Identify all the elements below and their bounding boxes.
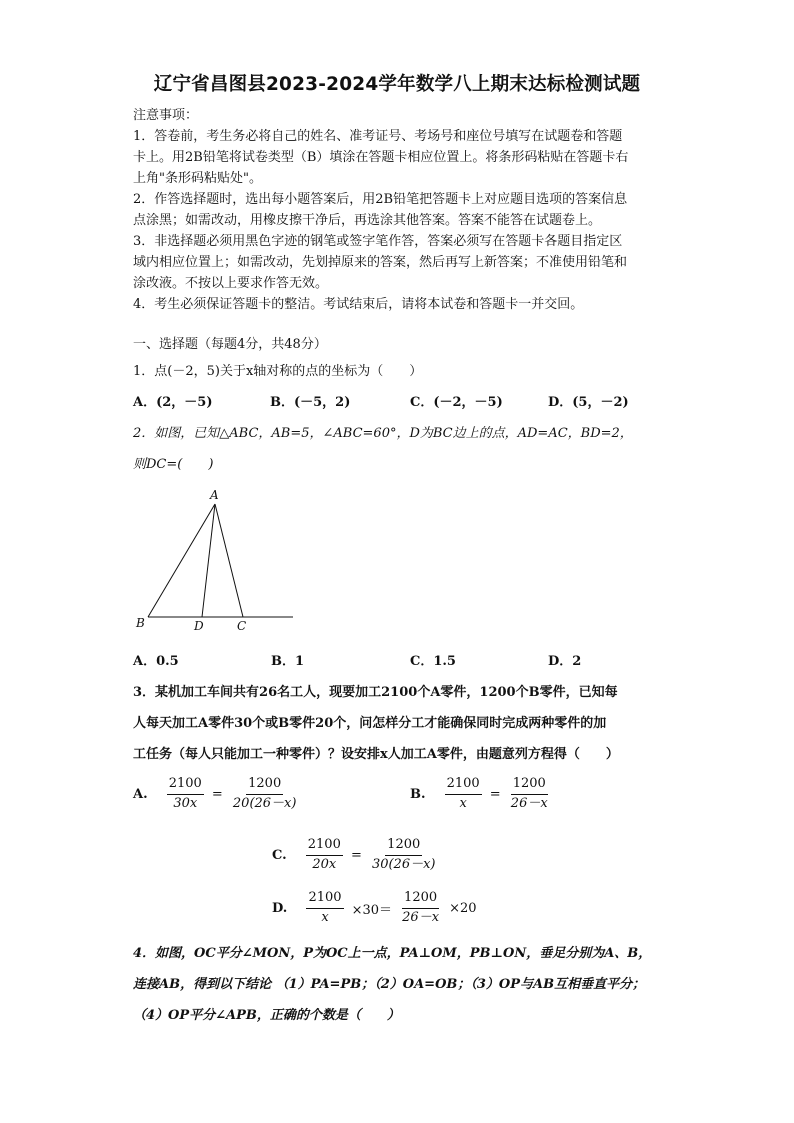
q2-option-a: A．0.5 <box>133 654 179 669</box>
q2-option-b: B．1 <box>271 654 305 669</box>
fraction: $\frac{2100}{x}$ <box>308 890 342 925</box>
q3-option-a: A. $\frac{2100}{30x}$ = $\frac{1200}{20(26-x)}$ <box>133 776 297 811</box>
q4-stem-line: 4．如图，OC平分∠MON，P为OC上一点，PA⊥OM，PB⊥ON，垂足分别为A、B， <box>133 946 652 961</box>
segment-ac <box>215 504 243 617</box>
notice-line: 卡上。用2B铅笔将试卷类型（B）填涂在答题卡相应位置上。将条形码粘贴在答题卡右 <box>133 150 629 165</box>
fraction: $\frac{1200}{30(26-x)}$ <box>371 837 436 872</box>
q3-stem-line: 工任务（每人只能加工一种零件）？设安排x人加工A零件，由题意列方程得（ ） <box>133 747 619 762</box>
q3-stem-line: 3．某机加工车间共有26名工人，现要加工2100个A零件，1200个B零件，已知每 <box>133 685 618 700</box>
segment-ad <box>202 504 215 617</box>
notice-line: 域内相应位置上；如需改动，先划掉原来的答案，然后再写上新答案；不准使用铅笔和 <box>133 255 628 270</box>
notice-line: 2．作答选择题时，选出每小题答案后，用2B铅笔把答题卡上对应题目选项的答案信息 <box>133 192 628 207</box>
option-label: A. <box>133 786 148 802</box>
q2-stem-line1: 2．如图，已知△ABC，AB=5，∠ABC=60°，D为BC边上的点，AD=AC，BD=2， <box>133 426 633 441</box>
q2-triangle-figure <box>130 485 300 635</box>
fraction: $\frac{2100}{30x}$ <box>168 776 202 811</box>
point-label-d: D <box>194 619 204 633</box>
notice-line: 1．答卷前，考生务必将自己的姓名、准考证号、考场号和座位号填写在试题卷和答题 <box>133 129 623 144</box>
q1-stem: 1．点(－2，5)关于x轴对称的点的坐标为（ ） <box>133 364 423 379</box>
option-label: B. <box>410 786 426 802</box>
fraction: $\frac{1200}{26-x}$ <box>510 776 548 811</box>
point-label-b: B <box>136 616 145 630</box>
q1-option-b: B．(－5，2) <box>270 395 351 410</box>
q3-option-c: C. $\frac{2100}{20x}$ = $\frac{1200}{30(26-x)}$ <box>272 837 436 872</box>
notice-line: 上角"条形码粘贴处"。 <box>133 171 262 186</box>
option-label: D. <box>272 900 288 916</box>
notice-line: 点涂黑；如需改动，用橡皮擦干净后，再选涂其他答案。答案不能答在试题卷上。 <box>133 213 602 228</box>
point-label-c: C <box>237 619 247 633</box>
q3-option-b: B. $\frac{2100}{x}$ = $\frac{1200}{26-x}$ <box>410 776 548 811</box>
q4-stem-line: 连接AB，得到以下结论 （1）PA=PB；（2）OA=OB；（3）OP与AB互相垂直平分； <box>133 977 646 992</box>
point-label-a: A <box>210 488 219 502</box>
fraction: $\frac{2100}{x}$ <box>446 776 480 811</box>
notice-line: 4．考生必须保证答题卡的整洁。考试结束后，请将本试卷和答题卡一并交回。 <box>133 297 584 312</box>
notice-heading: 注意事项： <box>133 108 199 123</box>
page-title: 辽宁省昌图县2023-2024学年数学八上期末达标检测试题 <box>153 74 641 95</box>
fraction: $\frac{1200}{20(26-x)}$ <box>232 776 297 811</box>
notice-line: 涂改液。不按以上要求作答无效。 <box>133 276 329 291</box>
q1-option-c: C．(－2，－5) <box>410 395 503 410</box>
notice-line: 3．非选择题必须用黑色字迹的钢笔或签字笔作答，答案必须写在答题卡各题目指定区 <box>133 234 623 249</box>
q2-option-c: C．1.5 <box>410 654 456 669</box>
q2-stem-line2: 则DC=( ) <box>133 457 214 472</box>
q3-option-d: D. $\frac{2100}{x}$ ×30＝ $\frac{1200}{26-x}$ ×20 <box>272 890 477 925</box>
q2-option-d: D．2 <box>548 654 582 669</box>
segment-ab <box>148 504 215 617</box>
option-label: C. <box>272 847 287 863</box>
q1-option-a: A．(2，－5) <box>133 395 213 410</box>
fraction: $\frac{1200}{26-x}$ <box>402 890 440 925</box>
fraction: $\frac{2100}{20x}$ <box>307 837 341 872</box>
q3-stem-line: 人每天加工A零件30个或B零件20个，问怎样分工才能确保同时完成两种零件的加 <box>133 716 607 731</box>
q4-stem-line: （4）OP平分∠APB，正确的个数是（ ） <box>133 1008 400 1023</box>
q1-option-d: D．(5，－2) <box>548 395 629 410</box>
section-heading: 一、选择题（每题4分，共48分） <box>133 337 327 352</box>
